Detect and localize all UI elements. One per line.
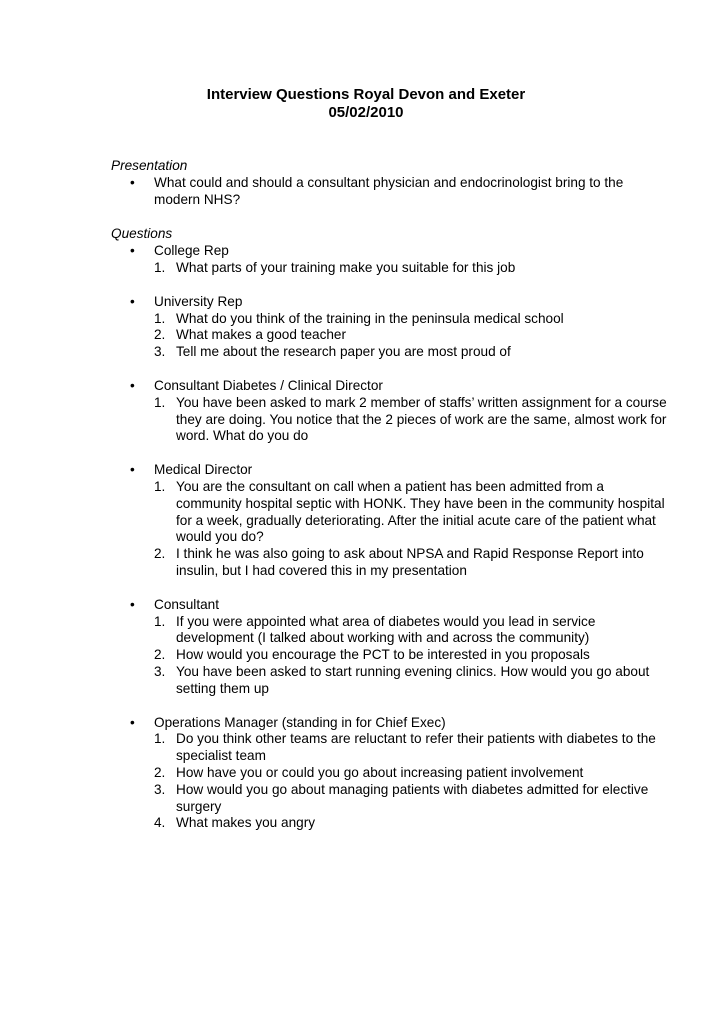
bullet-marker: •: [130, 377, 135, 393]
interviewer-role: Operations Manager (standing in for Chief Exec): [154, 714, 446, 730]
question-text: How have you or could you go about increasing patient involvement: [176, 764, 584, 780]
question-number: 1.: [154, 478, 166, 494]
interviewer-role: University Rep: [154, 293, 243, 309]
question-item: [154, 344, 668, 361]
document-title: [124, 86, 608, 122]
question-item: [154, 311, 668, 328]
question-group: [111, 715, 668, 833]
question-number: 1.: [154, 613, 166, 629]
interviewer-role: College Rep: [154, 243, 229, 259]
question-list: [154, 731, 668, 832]
question-item: [154, 647, 668, 664]
question-number: 2.: [154, 764, 166, 780]
bullet-marker: •: [130, 293, 135, 309]
question-list: [154, 395, 668, 445]
question-item: [154, 614, 668, 648]
bullet-marker: •: [130, 596, 135, 612]
questions-label: Questions: [111, 226, 173, 242]
question-number: 3.: [154, 663, 166, 679]
question-item: [154, 815, 668, 832]
question-text: What parts of your training make you suitable for this job: [176, 259, 516, 275]
presentation-section: [111, 158, 668, 208]
title-line-1: Interview Questions Royal Devon and Exeter: [206, 86, 526, 103]
question-number: 3.: [154, 344, 166, 360]
question-item: [154, 782, 668, 816]
question-text: I think he was also going to ask about NPSA and Rapid Response Report into insulin, but I had covered this in my presentation: [176, 546, 644, 578]
question-number: 1.: [154, 259, 166, 275]
question-list: [154, 479, 668, 580]
question-text: How would you encourage the PCT to be interested in you proposals: [176, 647, 590, 663]
question-item: [154, 731, 668, 765]
question-item: [154, 327, 668, 344]
presentation-bullet-item: [111, 175, 668, 209]
question-item: [154, 260, 668, 277]
title-date: 05/02/2010: [328, 104, 404, 121]
question-number: 2.: [154, 327, 166, 343]
question-number: 1.: [154, 731, 166, 747]
bullet-marker: •: [130, 174, 135, 190]
interviewer-role: Medical Director: [154, 462, 253, 478]
question-number: 1.: [154, 310, 166, 326]
question-text: You have been asked to start running evening clinics. How would you go about setting them up: [176, 663, 650, 696]
question-text: Tell me about the research paper you are most proud of: [176, 344, 511, 360]
interviewer-role: Consultant: [154, 596, 219, 612]
bullet-marker: •: [130, 462, 135, 478]
question-text: How would you go about managing patients with diabetes admitted for elective surgery: [176, 781, 649, 814]
question-groups: [111, 243, 668, 832]
question-item: [154, 395, 668, 445]
presentation-label: Presentation: [111, 158, 188, 173]
question-item: [154, 479, 668, 546]
question-number: 2.: [154, 546, 166, 562]
presentation-topic: What could and should a consultant physician and endocrinologist bring to the modern NHS?: [154, 174, 624, 207]
bullet-marker: •: [130, 714, 135, 730]
question-item: [154, 546, 668, 580]
question-list: [154, 614, 668, 698]
question-text: What makes you angry: [176, 815, 316, 831]
question-text: What do you think of the training in the peninsula medical school: [176, 310, 564, 326]
question-text: If you were appointed what area of diabetes would you lead in service development (I talked about working with and across the community): [176, 613, 596, 646]
question-list: [154, 260, 668, 277]
question-text: What makes a good teacher: [176, 327, 347, 343]
question-text: You are the consultant on call when a patient has been admitted from a community hospital septic with HONK. They have been in the community hospital for a week, gradually deteriorating. After the initial acute care of the patient what would you do?: [176, 478, 665, 545]
question-group: [111, 294, 668, 361]
question-item: [154, 765, 668, 782]
question-number: 4.: [154, 815, 166, 831]
question-list: [154, 311, 668, 361]
question-number: 1.: [154, 394, 166, 410]
question-text: You have been asked to mark 2 member of staffs’ written assignment for a course they are doing. You notice that the 2 pieces of work are the same, almost work for word. What do you do: [176, 394, 667, 444]
bullet-marker: •: [130, 243, 135, 259]
question-group: [111, 243, 668, 277]
interviewer-role: Consultant Diabetes / Clinical Director: [154, 377, 383, 393]
questions-section: [111, 226, 668, 832]
question-group: [111, 378, 668, 445]
question-item: [154, 664, 668, 698]
question-group: [111, 597, 668, 698]
question-group: [111, 462, 668, 580]
question-number: 2.: [154, 647, 166, 663]
question-number: 3.: [154, 781, 166, 797]
question-text: Do you think other teams are reluctant to refer their patients with diabetes to the specialist team: [176, 731, 656, 764]
